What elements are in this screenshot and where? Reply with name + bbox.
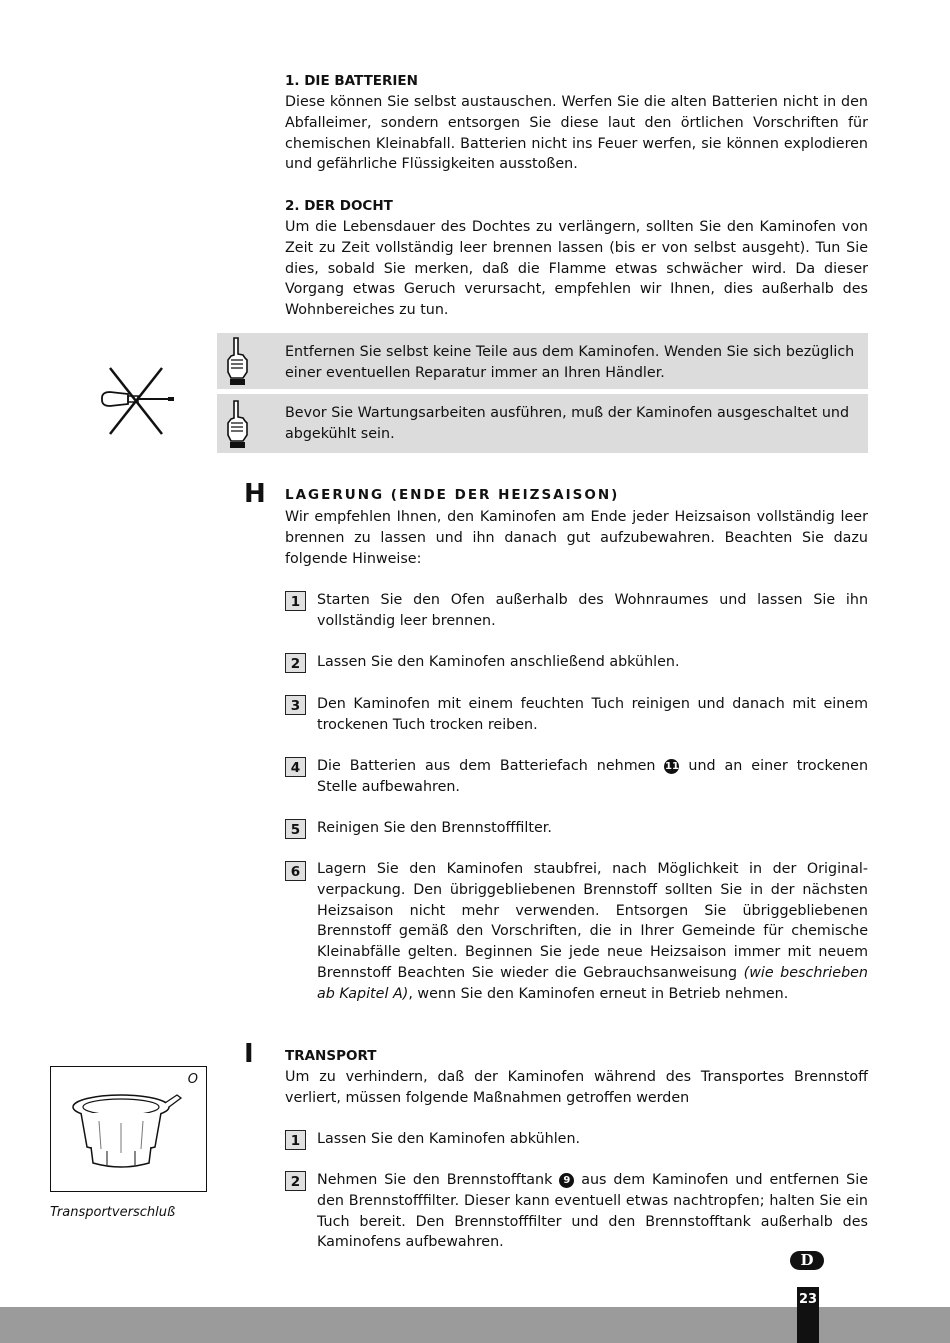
step-text: Lassen Sie den Kaminofen abkühlen.	[317, 1131, 581, 1147]
step-text: Den Kaminofen mit einem feuchten Tuch reinigen und danach mit einem trockenen Tuch trocken reiben.	[317, 696, 868, 733]
figure-caption: Transportverschluß	[50, 1205, 176, 1220]
section-letter-i: I	[244, 1039, 254, 1069]
transport-cap-figure	[50, 1066, 207, 1192]
step-number: 1	[285, 1130, 306, 1150]
step-text-italic: (wie beschrieben ab Kapitel A)	[317, 964, 868, 1002]
step-number: 2	[285, 1171, 306, 1191]
batteries-text: Diese können Sie selbst austauschen. Werfen Sie die alten Batterien nicht in den Abfalleimer, sondern entsorgen Sie diese laut den örtlichen Vorschriften für chemischen Kleinabfall. Batterien nicht ins Feuer werfen, sie können explodieren und gefährliche Flüssigkeiten ausstoßen.	[285, 94, 868, 173]
step-number: 6	[285, 861, 306, 881]
wick-heading: 2. DER DOCHT	[285, 198, 393, 214]
step-text-part: Nehmen Sie den Brennstofftank	[317, 1172, 553, 1188]
batteries-heading: 1. DIE BATTERIEN	[285, 73, 418, 89]
step-number: 4	[285, 757, 306, 777]
warning-note-2-text: Bevor Sie Wartungsarbeiten ausführen, muß der Kaminofen ausgeschaltet und abgekühlt sein.	[285, 405, 850, 442]
step-text	[317, 756, 868, 798]
no-screwdriver-icon	[98, 364, 178, 436]
step-text-part: und an einer trockenen Stelle aufbewahren.	[317, 758, 869, 795]
step-text	[317, 859, 868, 1005]
section-h-intro: Wir empfehlen Ihnen, den Kaminofen am Ende jeder Heizsaison vollständig leer brennen zu lassen und ihn danach gut aufzubewahren. Beachten Sie dazu folgende Hinweise:	[285, 509, 868, 567]
language-badge: D	[790, 1251, 824, 1270]
reference-number-badge: 9	[559, 1173, 574, 1188]
wick-text: Um die Lebensdauer des Dochtes zu verlängern, sollten Sie den Kaminofen von Zeit zu Zeit vollständig leer brennen lassen (bis er von selbst ausgeht). Tun Sie dies, sobald Sie merken, daß die Flamme etwas schwächer wird. Da dieser Vorgang etwas Geruch verursacht, empfehlen wir Ihnen, dies außerhalb des Wohnbereiches zu tun.	[285, 219, 868, 319]
section-h-title: LAGERUNG (ENDE DER HEIZSAISON)	[285, 487, 620, 503]
transport-cap-illustration	[69, 1085, 189, 1171]
page-number: 23	[797, 1287, 819, 1343]
figure-label: O	[187, 1072, 198, 1087]
step-number: 1	[285, 591, 306, 611]
warning-note-1-text: Entfernen Sie selbst keine Teile aus dem Kaminofen. Wenden Sie sich bezüglich einer eventuellen Reparatur immer an Ihren Händler.	[285, 344, 855, 381]
step-text-part: , wenn Sie den Kaminofen erneut in Betrieb nehmen.	[408, 985, 789, 1002]
section-i-title: TRANSPORT	[285, 1048, 377, 1064]
warning-note-1	[217, 333, 868, 389]
step-text: Lassen Sie den Kaminofen anschließend abkühlen.	[317, 654, 680, 670]
pointing-hand-icon	[223, 336, 251, 388]
step-text	[317, 1170, 868, 1253]
step-number: 3	[285, 695, 306, 715]
step-number: 2	[285, 653, 306, 673]
step-text: Reinigen Sie den Brennstofffilter.	[317, 820, 552, 836]
reference-number-badge: 11	[664, 761, 679, 772]
step-text-part: Lagern Sie den Kaminofen staubfrei, nach Möglichkeit in der Original-verpackung. Den übriggebliebenen Brennstoff sollten Sie in der nächsten Heizsaison nicht mehr verwenden. Entsorgen Sie übriggebliebenen Brennstoff gemäß den Vorschriften, die in Ihrer Gemeinde für chemische Kleinabfälle gelten. Beginnen Sie jede neue Heizsaison immer mit neuem Brennstoff Beachten Sie wieder die Gebrauchsanweisung	[317, 861, 868, 981]
warning-note-2	[217, 394, 868, 453]
step-text-part: aus dem Kaminofen und entfernen Sie den Brennstofffilter. Dieser kann eventuell etwas nachtropfen; halten Sie ein Tuch bereit. Den Brennstofffilter und den Brennstofftank außerhalb des Kaminofens aufbewahren.	[317, 1172, 869, 1251]
pointing-hand-icon	[223, 399, 251, 451]
section-letter-h: H	[244, 479, 266, 509]
step-text: Starten Sie den Ofen außerhalb des Wohnraumes und lassen Sie ihn vollständig leer brennen.	[317, 592, 868, 629]
step-number: 5	[285, 819, 306, 839]
section-i-intro: Um zu verhindern, daß der Kaminofen während des Transportes Brennstoff verliert, müssen folgende Maßnahmen getroffen werden	[285, 1069, 868, 1106]
step-text-part: Die Batterien aus dem Batteriefach nehmen	[317, 758, 656, 774]
